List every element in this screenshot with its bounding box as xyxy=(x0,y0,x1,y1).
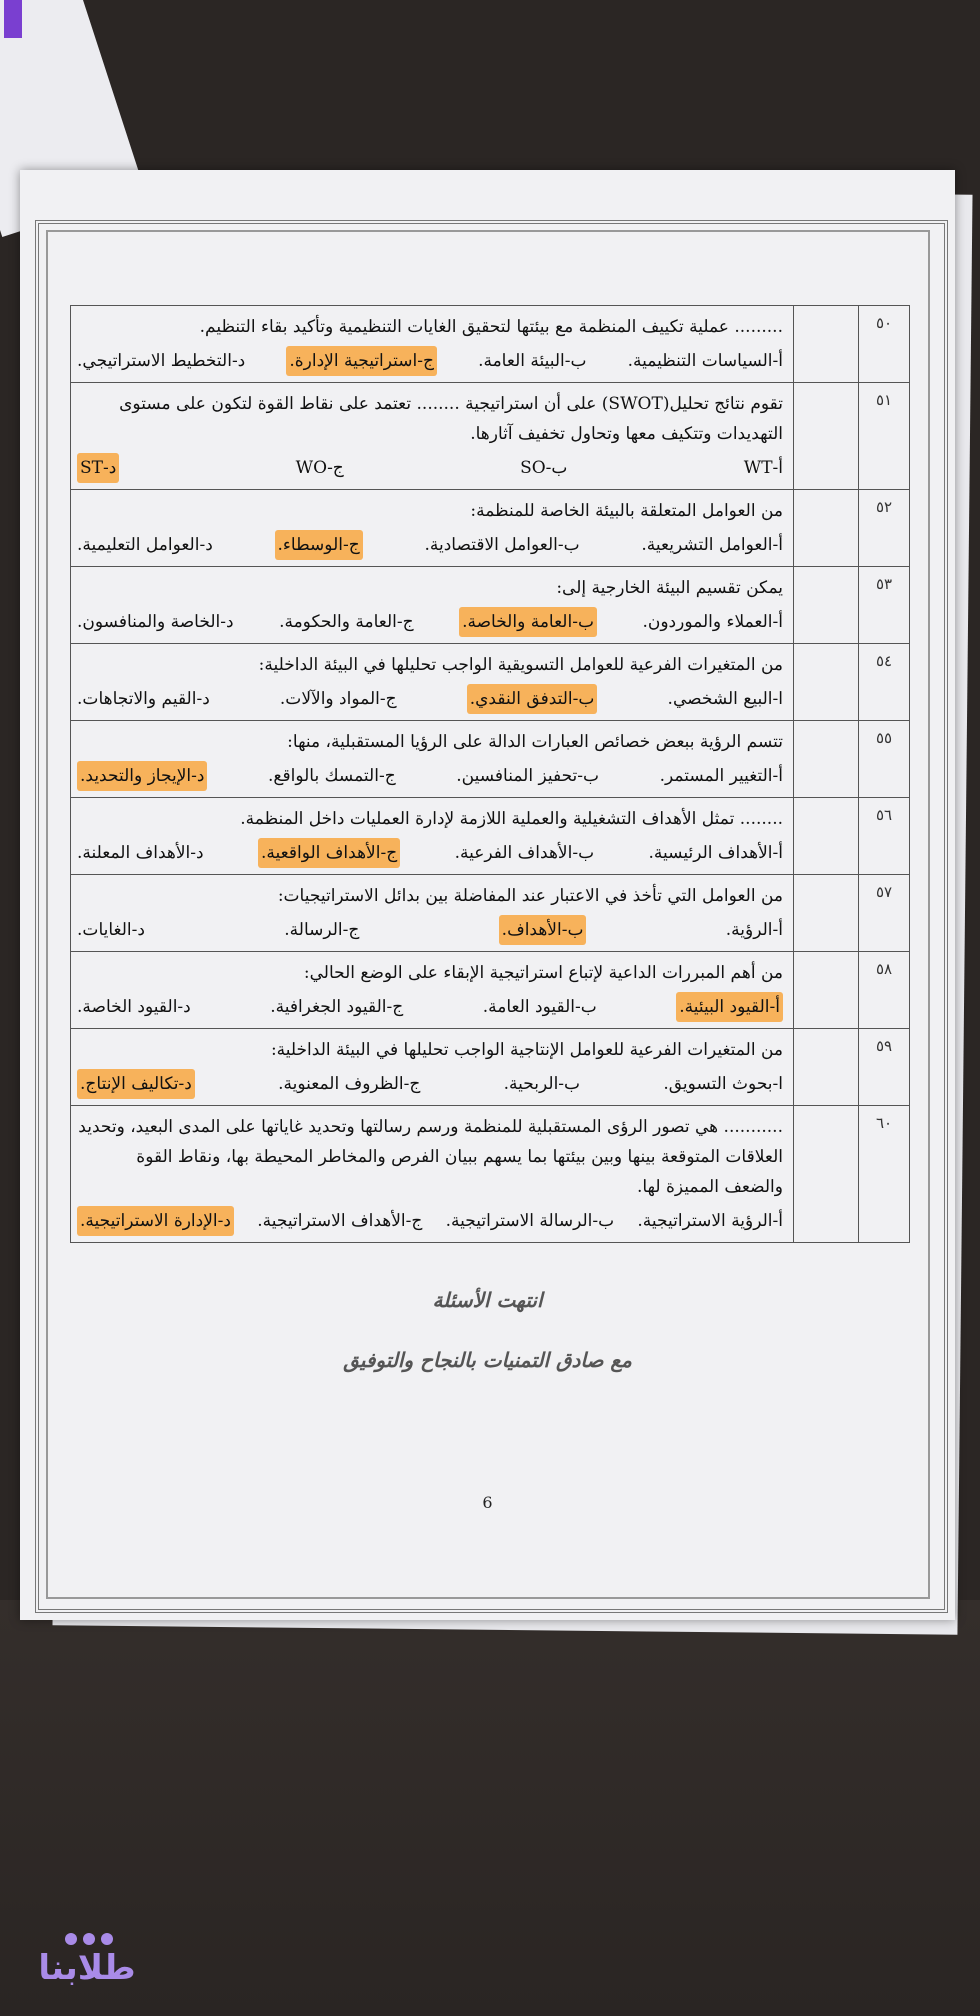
answer-option: د-الخاصة والمنافسون. xyxy=(77,612,234,632)
question-number: ٥٣ xyxy=(859,567,910,644)
answer-option: أ-العملاء والموردون. xyxy=(642,612,783,632)
highlighted-answer-option: د-ST xyxy=(77,453,119,483)
options-row xyxy=(77,915,783,945)
answer-cell xyxy=(794,875,859,952)
highlighted-answer-option: أ-القيود البيئية. xyxy=(676,992,783,1022)
answer-option: أ-الرؤية. xyxy=(725,920,783,940)
answer-option: أ-السياسات التنظيمية. xyxy=(627,351,783,371)
site-logo xyxy=(22,1930,152,2000)
answer-option: ا-بحوث التسويق. xyxy=(663,1074,783,1094)
options-row xyxy=(77,1206,783,1236)
question-row xyxy=(71,306,910,383)
highlighted-answer-option: د-الإيجاز والتحديد. xyxy=(77,761,207,791)
question-row xyxy=(71,567,910,644)
question-content xyxy=(71,1106,794,1243)
answer-cell xyxy=(794,1106,859,1243)
question-stem: يمكن تقسيم البيئة الخارجية إلى: xyxy=(556,578,783,598)
question-row xyxy=(71,798,910,875)
question-number: ٥٢ xyxy=(859,490,910,567)
question-content xyxy=(71,644,794,721)
question-content xyxy=(71,875,794,952)
question-stem: ......... عملية تكييف المنظمة مع بيئتها لتحقيق الغايات التنظيمية وتأكيد بقاء التنظيم. xyxy=(199,317,783,337)
question-row xyxy=(71,1029,910,1106)
question-content xyxy=(71,952,794,1029)
question-row xyxy=(71,875,910,952)
purple-marker xyxy=(4,0,22,38)
question-stem: من العوامل المتعلقة بالبيئة الخاصة للمنظمة: xyxy=(470,501,783,521)
question-row xyxy=(71,490,910,567)
answer-cell xyxy=(794,721,859,798)
options-row xyxy=(77,838,783,868)
question-number: ٥٠ xyxy=(859,306,910,383)
question-content xyxy=(71,721,794,798)
question-row xyxy=(71,383,910,490)
highlighted-answer-option: ج-الوسطاء. xyxy=(275,530,363,560)
answer-cell xyxy=(794,383,859,490)
answer-option: ب-القيود العامة. xyxy=(482,997,597,1017)
logo-text: طلابنا xyxy=(38,1948,136,1988)
answer-option: ب-تحفيز المنافسين. xyxy=(456,766,600,786)
answer-option: أ-الرؤية الاستراتيجية. xyxy=(637,1211,783,1231)
logo-dots-icon xyxy=(62,1930,122,1950)
question-row xyxy=(71,952,910,1029)
question-stem: تتسم الرؤية ببعض خصائص العبارات الدالة على الرؤيا المستقبلية، منها: xyxy=(287,732,783,752)
question-row xyxy=(71,1106,910,1243)
answer-option: ج-المواد والآلات. xyxy=(279,689,397,709)
highlighted-answer-option: ج-الأهداف الواقعية. xyxy=(258,838,400,868)
answer-option: د-القيم والاتجاهات. xyxy=(77,689,210,709)
answer-option: د-التخطيط الاستراتيجي. xyxy=(77,351,246,371)
question-content xyxy=(71,1029,794,1106)
options-row xyxy=(77,761,783,791)
answer-option: د-العوامل التعليمية. xyxy=(77,535,213,555)
options-row xyxy=(77,607,783,637)
question-content xyxy=(71,383,794,490)
answer-option: د-الأهداف المعلنة. xyxy=(77,843,204,863)
answer-option: د-الغايات. xyxy=(77,920,145,940)
question-content xyxy=(71,798,794,875)
answer-cell xyxy=(794,952,859,1029)
highlighted-answer-option: ب-العامة والخاصة. xyxy=(459,607,597,637)
answer-option: أ-الأهداف الرئيسية. xyxy=(648,843,783,863)
answer-option: ج-الأهداف الاستراتيجية. xyxy=(257,1211,423,1231)
answer-option: ب-الأهداف الفرعية. xyxy=(454,843,595,863)
options-row xyxy=(77,684,783,714)
question-number: ٥٧ xyxy=(859,875,910,952)
answer-option: ب-البيئة العامة. xyxy=(478,351,587,371)
question-number: ٥٤ xyxy=(859,644,910,721)
question-stem: ........... هي تصور الرؤى المستقبلية للمنظمة ورسم رسالتها وتحديد غاياتها على المدى البعيد، وتحديد العلاقات المتوقعة بينها وبين بيئتها بما يسهم ببيان الفرص والمخاطر المحيطة بها، ونقاط القوة والضعف المميزة لها. xyxy=(78,1117,783,1197)
question-row xyxy=(71,644,910,721)
answer-option: ج-WO xyxy=(295,458,344,478)
question-stem: من المتغيرات الفرعية للعوامل الإنتاجية الواجب تحليلها في البيئة الداخلية: xyxy=(270,1040,783,1060)
options-row xyxy=(77,530,783,560)
options-row xyxy=(77,346,783,376)
answer-cell xyxy=(794,798,859,875)
answer-option: ج-القيود الجغرافية. xyxy=(270,997,404,1017)
options-row xyxy=(77,1069,783,1099)
question-number: ٦٠ xyxy=(859,1106,910,1243)
answer-option: ج-الرسالة. xyxy=(284,920,360,940)
answer-option: ب-الرسالة الاستراتيجية. xyxy=(445,1211,615,1231)
question-number: ٥٥ xyxy=(859,721,910,798)
highlighted-answer-option: د-تكاليف الإنتاج. xyxy=(77,1069,195,1099)
answer-option: د-القيود الخاصة. xyxy=(77,997,191,1017)
question-stem: تقوم نتائج تحليل(SWOT) على أن استراتيجية ........ تعتمد على نقاط القوة لتكون على مستوى التهديدات وتتكيف معها وتحاول تخفيف آثارها. xyxy=(119,394,783,444)
exam-page xyxy=(20,170,955,1620)
question-number: ٥١ xyxy=(859,383,910,490)
answer-option: أ-WT xyxy=(743,458,783,478)
question-stem: ........ تمثل الأهداف التشغيلية والعملية اللازمة لإدارة العمليات داخل المنظمة. xyxy=(240,809,783,829)
answer-option: أ-التغيير المستمر. xyxy=(659,766,783,786)
answer-option: ج-الظروف المعنوية. xyxy=(278,1074,421,1094)
options-row xyxy=(77,992,783,1022)
question-number: ٥٦ xyxy=(859,798,910,875)
answer-option: ج-العامة والحكومة. xyxy=(279,612,414,632)
highlighted-answer-option: ب-التدفق النقدي. xyxy=(467,684,598,714)
answer-option: ب-العوامل الاقتصادية. xyxy=(424,535,580,555)
answer-option: ب-SO xyxy=(520,458,568,478)
question-number: ٥٩ xyxy=(859,1029,910,1106)
answer-option: ا-البيع الشخصي. xyxy=(667,689,783,709)
question-number: ٥٨ xyxy=(859,952,910,1029)
page-number: 6 xyxy=(482,1493,493,1512)
question-row xyxy=(71,721,910,798)
end-of-questions-text: انتهت الأسئلة xyxy=(432,1288,543,1312)
answer-option: ب-الربحية. xyxy=(503,1074,581,1094)
question-content xyxy=(71,306,794,383)
highlighted-answer-option: ج-استراتيجية الإدارة. xyxy=(286,346,437,376)
question-stem: من المتغيرات الفرعية للعوامل التسويقية الواجب تحليلها في البيئة الداخلية: xyxy=(258,655,783,675)
answer-cell xyxy=(794,644,859,721)
answer-option: أ-العوامل التشريعية. xyxy=(641,535,783,555)
answer-cell xyxy=(794,567,859,644)
highlighted-answer-option: د-الإدارة الاستراتيجية. xyxy=(77,1206,234,1236)
highlighted-answer-option: ب-الأهداف. xyxy=(499,915,587,945)
question-stem: من أهم المبررات الداعية لإتباع استراتيجية الإبقاء على الوضع الحالي: xyxy=(303,963,783,983)
question-content xyxy=(71,567,794,644)
wishes-text: مع صادق التمنيات بالنجاح والتوفيق xyxy=(343,1348,632,1372)
question-content xyxy=(71,490,794,567)
answer-cell xyxy=(794,306,859,383)
question-stem: من العوامل التي تأخذ في الاعتبار عند المفاضلة بين بدائل الاستراتيجيات: xyxy=(277,886,783,906)
answer-cell xyxy=(794,490,859,567)
options-row xyxy=(77,453,783,483)
answer-option: ج-التمسك بالواقع. xyxy=(268,766,396,786)
answer-cell xyxy=(794,1029,859,1106)
questions-table xyxy=(70,305,910,1243)
